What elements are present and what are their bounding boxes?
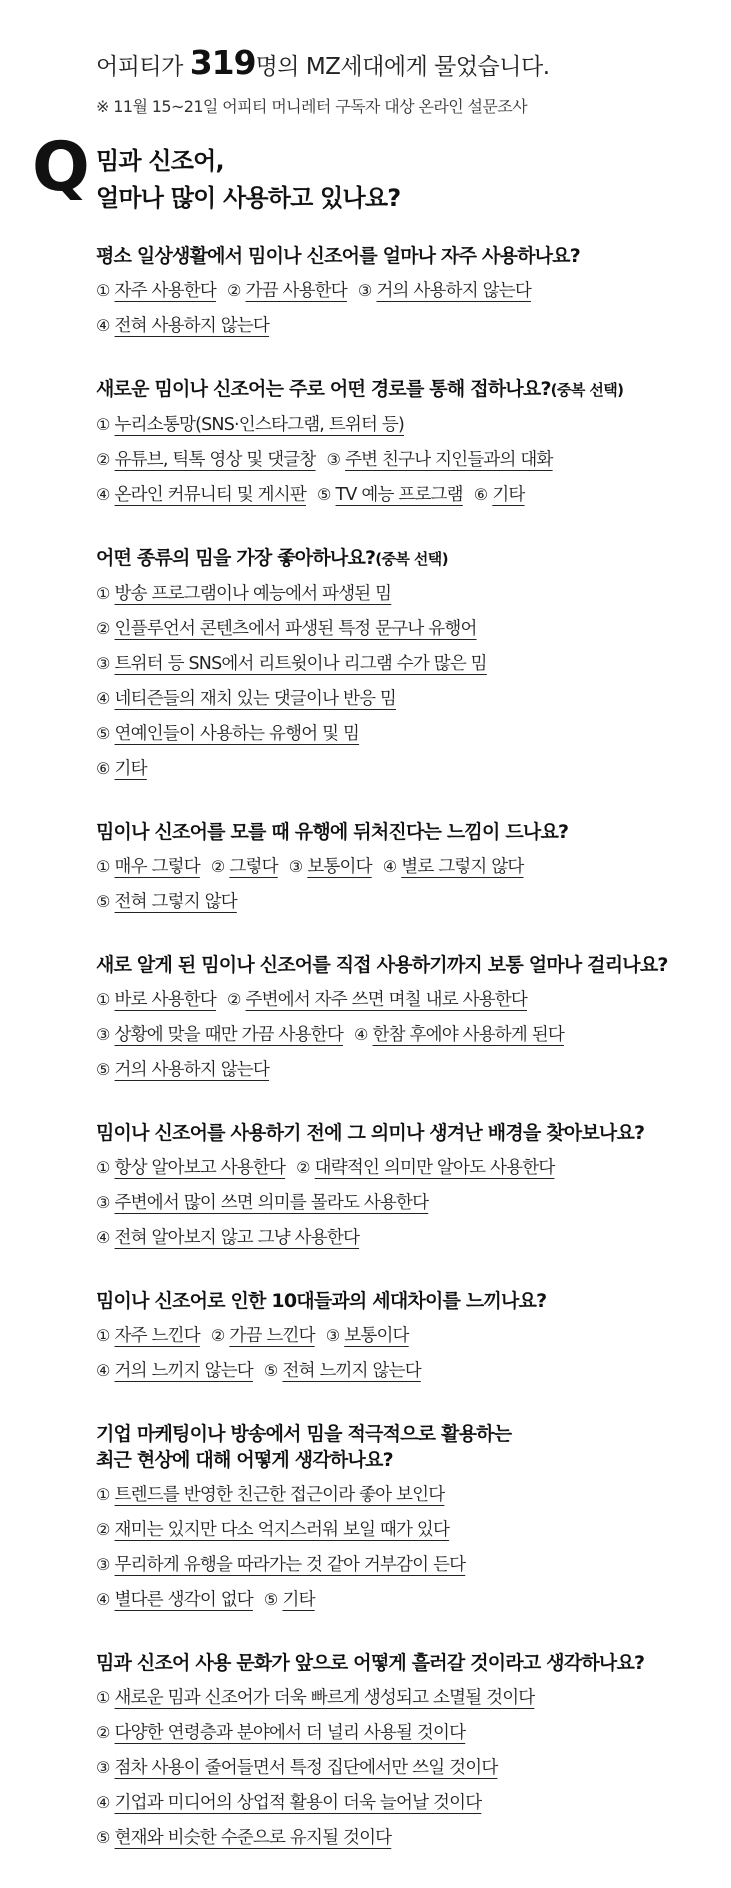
option-number: ⑤: [96, 1060, 110, 1079]
section-title-line1: 밈과 신조어,: [96, 147, 224, 175]
option-label: 누리소통망(SNS·인스타그램, 트위터 등): [114, 415, 405, 435]
option-row: [96, 1825, 721, 1860]
answer-option: [96, 1482, 444, 1508]
option-label: 주변에서 자주 쓰면 며칠 내로 사용한다: [245, 990, 527, 1010]
option-number: ②: [296, 1158, 310, 1177]
option-row: [96, 1587, 721, 1622]
question-list: [96, 243, 721, 1888]
option-label: 전혀 느끼지 않는다: [282, 1361, 421, 1381]
answer-option: [317, 482, 463, 508]
option-number: ⑤: [263, 1590, 278, 1609]
option-label: 그렇다: [229, 857, 278, 877]
option-number: ②: [96, 1520, 110, 1539]
option-row: [96, 1057, 721, 1092]
option-label: 주변 친구나 지인들과의 대화: [345, 450, 553, 470]
option-number: ④: [353, 1025, 368, 1044]
option-label: 트렌드를 반영한 친근한 접근이라 좋아 보인다: [114, 1485, 445, 1505]
option-label: 별다른 생각이 없다: [114, 1590, 253, 1610]
answer-option: [227, 987, 527, 1013]
answer-option: [326, 1323, 409, 1349]
option-label: 방송 프로그램이나 예능에서 파생된 밈: [114, 584, 392, 604]
question-title: [96, 376, 721, 403]
answer-option: [96, 616, 477, 642]
option-row: [96, 686, 721, 721]
option-label: 자주 사용한다: [114, 281, 216, 301]
answer-option: [383, 854, 524, 880]
option-row: [96, 412, 721, 447]
question-text: 밈이나 신조어를 모를 때 유행에 뒤처진다는 느낌이 드나요?: [96, 821, 569, 843]
section-title-line2: 얼마나 많이 사용하고 있나요?: [96, 184, 401, 212]
answer-option: [96, 686, 396, 712]
answer-option: [211, 1323, 315, 1349]
answer-option: [96, 1720, 465, 1746]
option-row: [96, 1552, 721, 1587]
answer-option: [96, 447, 316, 473]
option-label: 전혀 그렇지 않다: [114, 892, 237, 912]
answer-option: [96, 1825, 391, 1851]
option-row: [96, 278, 721, 313]
option-number: ⑤: [96, 1828, 110, 1847]
answer-option: [96, 721, 359, 747]
answer-option: [96, 1190, 428, 1216]
question-text: 어떤 종류의 밈을 가장 좋아하나요?: [96, 547, 376, 569]
option-label: 가끔 느낀다: [229, 1326, 315, 1346]
question-text: 새로운 밈이나 신조어는 주로 어떤 경로를 통해 접하나요?: [96, 378, 551, 400]
option-label: 보통이다: [307, 857, 372, 877]
option-label: 다양한 연령층과 분야에서 더 널리 사용될 것이다: [114, 1723, 466, 1743]
option-number: ①: [96, 1485, 110, 1504]
question-block: [96, 545, 721, 791]
option-label: 트위터 등 SNS에서 리트윗이나 리그램 수가 많은 밈: [114, 654, 487, 674]
option-row: [96, 987, 721, 1022]
option-number: ①: [96, 584, 110, 603]
option-number: ⑤: [96, 892, 110, 911]
answer-option: [96, 854, 200, 880]
question-title: [96, 545, 721, 572]
option-number: ④: [96, 1361, 110, 1380]
survey-note: ※ 11월 15~21일 어피티 머니레터 구독자 대상 온라인 설문조사: [96, 97, 527, 116]
option-number: ③: [288, 857, 303, 876]
option-row: [96, 1022, 721, 1057]
option-number: ⑤: [317, 485, 331, 504]
option-number: ②: [226, 990, 241, 1009]
multi-select-note: (중복 선택): [550, 381, 624, 399]
option-row: [96, 581, 721, 616]
question-text: 밈이나 신조어를 사용하기 전에 그 의미나 생겨난 배경을 찾아보나요?: [96, 1122, 645, 1144]
answer-option: [96, 756, 147, 782]
option-label: 유튜브, 틱톡 영상 및 댓글창: [114, 450, 316, 470]
option-label: 거의 사용하지 않는다: [376, 281, 531, 301]
option-label: 기타: [282, 1590, 315, 1610]
option-row: [96, 1720, 721, 1755]
option-number: ②: [226, 281, 241, 300]
question-block: [96, 1120, 721, 1260]
multi-select-note: (중복 선택): [375, 550, 448, 568]
option-row: [96, 1225, 721, 1260]
answer-option: [96, 1155, 285, 1181]
question-title: [96, 952, 721, 978]
option-number: ⑤: [96, 724, 110, 743]
option-label: 무리하게 유행을 따라가는 것 같아 거부감이 든다: [114, 1555, 466, 1575]
answer-option: [96, 889, 237, 915]
option-label: 기타: [114, 759, 147, 779]
question-text: 기업 마케팅이나 방송에서 밈을 적극적으로 활용하는: [96, 1423, 512, 1445]
answer-option: [296, 1155, 554, 1181]
question-block: [96, 1421, 721, 1622]
option-number: ④: [96, 689, 110, 708]
answer-option: [96, 278, 216, 304]
question-block: [96, 1288, 721, 1393]
answer-option: [96, 1358, 253, 1384]
option-row: [96, 1190, 721, 1225]
answer-option: [96, 987, 216, 1013]
option-label: 온라인 커뮤니티 및 게시판: [114, 485, 306, 505]
question-text: 평소 일상생활에서 밈이나 신조어를 얼마나 자주 사용하나요?: [96, 245, 580, 267]
option-number: ⑥: [473, 485, 488, 504]
answer-option: [96, 482, 306, 508]
option-row: [96, 854, 721, 889]
answer-option: [96, 1022, 343, 1048]
question-text-line2: 최근 현상에 대해 어떻게 생각하나요?: [96, 1449, 393, 1471]
option-label: 한참 후에야 사용하게 된다: [372, 1025, 564, 1045]
answer-option: [96, 1790, 481, 1816]
question-block: [96, 1650, 721, 1860]
option-number: ①: [96, 990, 110, 1009]
option-number: ①: [96, 857, 110, 876]
option-number: ④: [96, 485, 110, 504]
question-title: [96, 243, 721, 269]
option-number: ③: [326, 450, 341, 469]
option-row: [96, 1358, 721, 1393]
option-number: ①: [96, 415, 110, 434]
answer-option: [358, 278, 531, 304]
answer-option: [327, 447, 553, 473]
option-row: [96, 1517, 721, 1552]
section-title: [96, 143, 400, 217]
option-number: ④: [96, 1228, 110, 1247]
answer-option: [96, 1755, 497, 1781]
answer-option: [264, 1587, 315, 1613]
respondent-count: 319: [189, 43, 256, 82]
answer-option: [474, 482, 525, 508]
intro: [96, 43, 716, 117]
option-row: [96, 651, 721, 686]
option-label: 연예인들이 사용하는 유행어 및 밈: [114, 724, 360, 744]
answer-option: [96, 1685, 534, 1711]
option-label: TV 예능 프로그램: [335, 485, 463, 505]
answer-option: [211, 854, 278, 880]
option-row: [96, 1155, 721, 1190]
option-label: 전혀 알아보지 않고 그냥 사용한다: [114, 1228, 360, 1248]
option-label: 보통이다: [344, 1326, 409, 1346]
option-number: ③: [325, 1326, 340, 1345]
answer-option: [96, 1517, 449, 1543]
answer-option: [96, 1225, 359, 1251]
question-block: [96, 952, 721, 1092]
option-number: ③: [357, 281, 372, 300]
option-number: ④: [96, 1590, 110, 1609]
question-title: [96, 1421, 721, 1473]
answer-option: [96, 1587, 253, 1613]
option-number: ④: [96, 1793, 110, 1812]
option-number: ③: [96, 1193, 110, 1212]
option-label: 별로 그렇지 않다: [401, 857, 524, 877]
option-row: [96, 1790, 721, 1825]
option-label: 거의 느끼지 않는다: [114, 1361, 253, 1381]
option-label: 현재와 비슷한 수준으로 유지될 것이다: [114, 1828, 392, 1848]
option-label: 매우 그렇다: [114, 857, 200, 877]
option-label: 인플루언서 콘텐츠에서 파생된 특정 문구나 유행어: [114, 619, 477, 639]
option-number: ②: [96, 1723, 110, 1742]
option-number: ⑤: [263, 1361, 278, 1380]
option-number: ⑥: [96, 759, 110, 778]
option-label: 기업과 미디어의 상업적 활용이 더욱 늘어날 것이다: [114, 1793, 482, 1813]
question-block: [96, 819, 721, 924]
intro-prefix: 어피티가: [96, 54, 190, 80]
option-number: ①: [96, 1158, 110, 1177]
option-row: [96, 482, 721, 517]
question-title: [96, 819, 721, 845]
answer-option: [227, 278, 347, 304]
answer-option: [96, 313, 269, 339]
option-number: ①: [96, 1688, 110, 1707]
option-number: ④: [96, 316, 110, 335]
option-label: 상황에 맞을 때만 가끔 사용한다: [114, 1025, 343, 1045]
answer-option: [264, 1358, 421, 1384]
option-row: [96, 1482, 721, 1517]
option-label: 거의 사용하지 않는다: [114, 1060, 270, 1080]
option-label: 새로운 밈과 신조어가 더욱 빠르게 생성되고 소멸될 것이다: [114, 1688, 535, 1708]
option-number: ②: [96, 450, 110, 469]
option-label: 바로 사용한다: [114, 990, 216, 1010]
option-row: [96, 1323, 721, 1358]
option-number: ③: [96, 1025, 110, 1044]
option-row: [96, 1685, 721, 1720]
option-label: 기타: [492, 485, 525, 505]
answer-option: [96, 581, 391, 607]
option-number: ①: [96, 281, 110, 300]
question-title: [96, 1288, 721, 1314]
option-number: ③: [96, 1758, 110, 1777]
option-number: ③: [96, 654, 110, 673]
option-row: [96, 447, 721, 482]
option-number: ②: [96, 619, 110, 638]
question-block: [96, 376, 721, 517]
question-title: [96, 1120, 721, 1146]
answer-option: [96, 651, 487, 677]
option-label: 네티즌들의 재치 있는 댓글이나 반응 밈: [114, 689, 397, 709]
answer-option: [354, 1022, 564, 1048]
option-label: 가끔 사용한다: [245, 281, 347, 301]
option-number: ②: [210, 1326, 225, 1345]
question-block: [96, 243, 721, 348]
option-row: [96, 889, 721, 924]
question-title: [96, 1650, 721, 1676]
option-number: ④: [382, 857, 397, 876]
option-number: ②: [210, 857, 225, 876]
option-label: 항상 알아보고 사용한다: [114, 1158, 286, 1178]
option-label: 주변에서 많이 쓰면 의미를 몰라도 사용한다: [114, 1193, 429, 1213]
option-number: ③: [96, 1555, 110, 1574]
option-label: 전혀 사용하지 않는다: [114, 316, 270, 336]
q-mark: Q: [32, 128, 88, 207]
answer-option: [96, 1552, 465, 1578]
option-label: 대략적인 의미만 알아도 사용한다: [314, 1158, 555, 1178]
option-row: [96, 721, 721, 756]
answer-option: [96, 1323, 200, 1349]
option-number: ①: [96, 1326, 110, 1345]
intro-suffix: 명의 MZ세대에게 물었습니다.: [255, 54, 550, 80]
option-label: 자주 느낀다: [114, 1326, 200, 1346]
option-label: 점차 사용이 줄어들면서 특정 집단에서만 쓰일 것이다: [114, 1758, 498, 1778]
intro-headline: [96, 43, 716, 84]
answer-option: [96, 1057, 269, 1083]
question-text: 밈과 신조어 사용 문화가 앞으로 어떻게 흘러갈 것이라고 생각하나요?: [96, 1652, 645, 1674]
option-row: [96, 616, 721, 651]
answer-option: [96, 412, 404, 438]
option-row: [96, 313, 721, 348]
option-row: [96, 1755, 721, 1790]
answer-option: [289, 854, 372, 880]
option-label: 재미는 있지만 다소 억지스러워 보일 때가 있다: [114, 1520, 450, 1540]
question-text: 밈이나 신조어로 인한 10대들과의 세대차이를 느끼나요?: [96, 1290, 547, 1312]
option-row: [96, 756, 721, 791]
question-text: 새로 알게 된 밈이나 신조어를 직접 사용하기까지 보통 얼마나 걸리나요?: [96, 954, 668, 976]
